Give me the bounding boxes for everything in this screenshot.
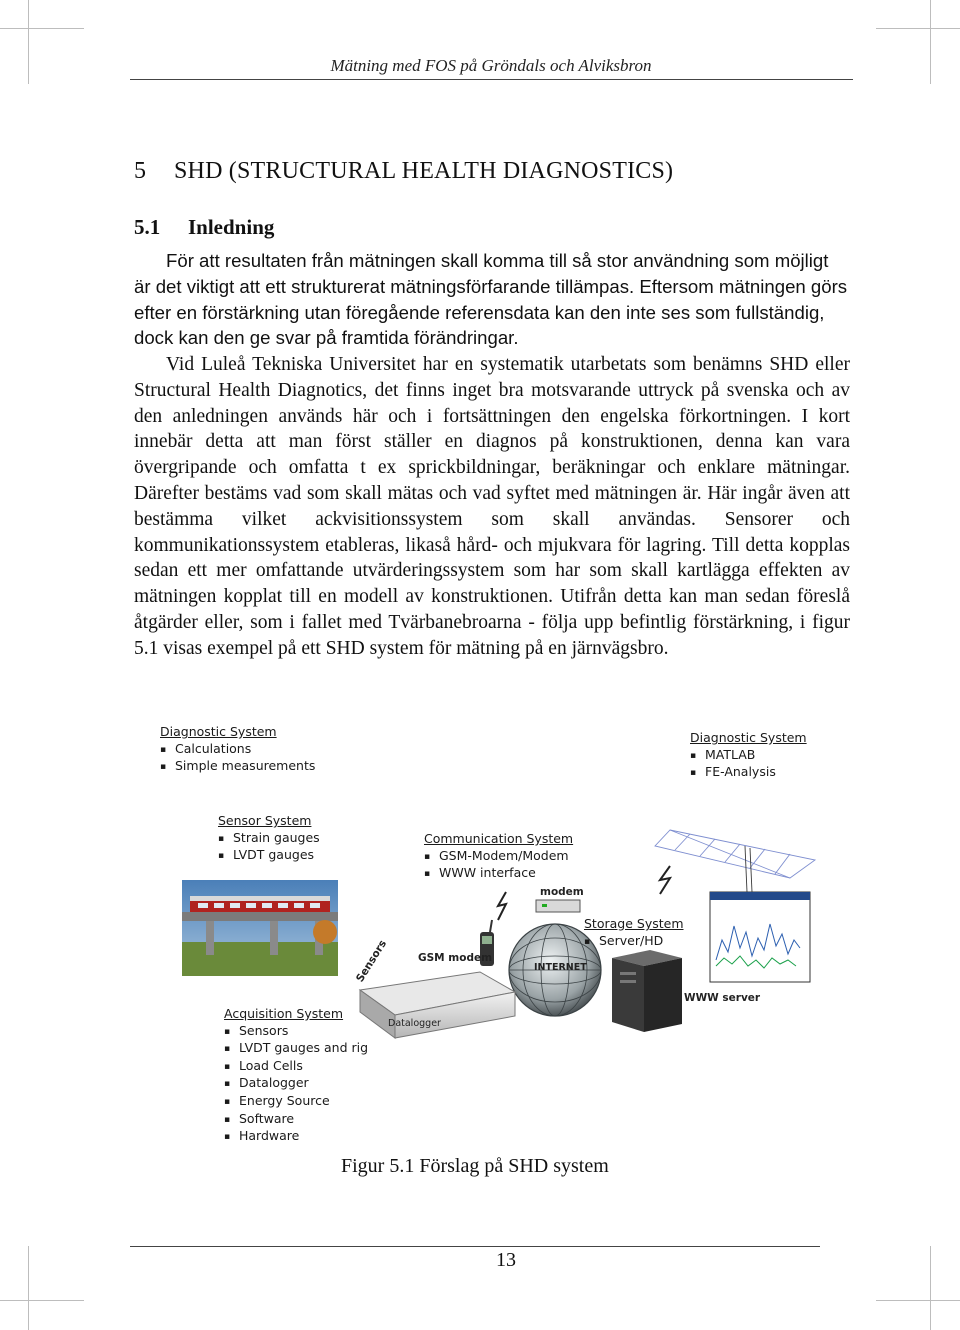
modem-label: modem <box>540 886 584 898</box>
list-item: ▪ Server/HD <box>584 933 684 951</box>
server-icon <box>612 950 682 1032</box>
communication-system <box>424 831 573 883</box>
gsm-modem-label: GSM modem <box>418 952 493 964</box>
signal-zigzag-icon <box>660 866 670 894</box>
crop-mark <box>876 28 960 29</box>
crop-mark <box>0 28 84 29</box>
list-item: ▪ Datalogger <box>224 1075 368 1093</box>
crop-mark <box>28 0 29 84</box>
bridge-photo <box>182 880 338 976</box>
storage-system-title: Storage System <box>584 916 684 931</box>
section-title <box>134 215 274 240</box>
signal-zigzag-icon <box>498 892 506 920</box>
crop-mark <box>28 1246 29 1330</box>
page-number: 13 <box>496 1249 516 1271</box>
crop-mark <box>930 1246 931 1330</box>
www-server-label: WWW server <box>684 992 761 1004</box>
header-rule <box>130 79 853 80</box>
sensors-label: Sensors <box>354 938 390 985</box>
monitor-chart-icon <box>710 892 810 982</box>
shd-system-figure <box>150 720 850 1160</box>
paragraph: För att resultaten från mätningen skall komma till så stor användning som möjligt är det viktigt att ett strukturerat mätningsförfarande tillämpas. Eftersom mätningen görs efter en förstärkning utan föregående referensdata kan den inte ses som fullständig, dock kan den ge svar på framtida förändringar. <box>134 250 848 349</box>
modem-icon <box>536 900 580 912</box>
diagnostic-system-right <box>690 730 807 782</box>
intro-paragraph-block <box>134 248 850 351</box>
running-header: Mätning med FOS på Gröndals och Alviksbron <box>330 56 652 75</box>
list-item: ▪ Strain gauges <box>218 830 320 848</box>
crop-mark <box>876 1300 960 1301</box>
list-item: ▪ Sensors <box>224 1023 368 1041</box>
sensor-system <box>218 813 320 865</box>
list-item: ▪ Load Cells <box>224 1058 368 1076</box>
crop-mark <box>0 1300 84 1301</box>
communication-system-title: Communication System <box>424 831 574 846</box>
figure-caption: Figur 5.1 Förslag på SHD system <box>341 1155 609 1177</box>
list-item: ▪ LVDT gauges <box>218 847 320 865</box>
datalogger-label: Datalogger <box>388 1018 441 1029</box>
body-paragraph-block <box>134 352 850 662</box>
list-item: ▪ LVDT gauges and rig <box>224 1040 368 1058</box>
list-item: ▪ Software <box>224 1111 368 1129</box>
list-item: ▪ WWW interface <box>424 865 573 883</box>
list-item: ▪ GSM-Modem/Modem <box>424 848 573 866</box>
diagnostic-system-left-title: Diagnostic System <box>160 724 277 739</box>
footer-rule <box>130 1246 820 1247</box>
fe-model-icon <box>655 830 815 892</box>
section-title-text: Inledning <box>188 215 275 239</box>
chapter-title-text: SHD (STRUCTURAL HEALTH DIAGNOSTICS) <box>174 158 674 184</box>
chapter-number: 5 <box>134 158 147 184</box>
crop-mark <box>930 0 931 84</box>
list-item: ▪ FE-Analysis <box>690 764 807 782</box>
internet-label: INTERNET <box>534 962 587 973</box>
list-item: ▪ MATLAB <box>690 747 807 765</box>
chapter-title <box>134 158 673 185</box>
acquisition-system <box>224 1006 368 1146</box>
list-item: ▪ Simple measurements <box>160 758 315 776</box>
diagnostic-system-right-title: Diagnostic System <box>690 730 807 745</box>
list-item: ▪ Calculations <box>160 741 315 759</box>
section-number: 5.1 <box>134 215 161 239</box>
list-item: ▪ Energy Source <box>224 1093 368 1111</box>
sensor-system-title: Sensor System <box>218 813 312 828</box>
acquisition-system-title: Acquisition System <box>224 1006 344 1021</box>
storage-system <box>584 916 684 950</box>
list-item: ▪ Hardware <box>224 1128 368 1146</box>
paragraph: Vid Luleå Tekniska Universitet har en systematik utarbetats som benämns SHD eller Structural Health Diagnotics, det finns inget bra motsvarande uttryck på svenska och av den anledningen används här och i fortsättningen den engelska förkortningen. I kort innebär detta att man först ställer en diagnos på konstruktionen, denna kan vara övergripande och omfatta t ex sprickbildningar, beräkningar och enklare mätningar. Därefter bestäms vad som skall mätas och vad syftet med mätningen är. Här ingår även att bestämma vilket ackvisitionssystem som skall användas. Sensorer och kommunikationssystem etableras, likaså hård- och mjukvara för lagring. Till detta kopplas sedan ett mer omfattande utvärderingssystem som har som skall kartlägga effekten av mätningen kopplat till en modell av konstruktionen. Utifrån detta kan man sedan föreslå åtgärder eller, som i fallet med Tvärbanebroarna - följa upp befintlig förstärkning, i figur 5.1 visas exempel på ett SHD system för mätning på en järnvägsbro. <box>134 354 850 659</box>
diagnostic-system-left <box>160 724 315 776</box>
